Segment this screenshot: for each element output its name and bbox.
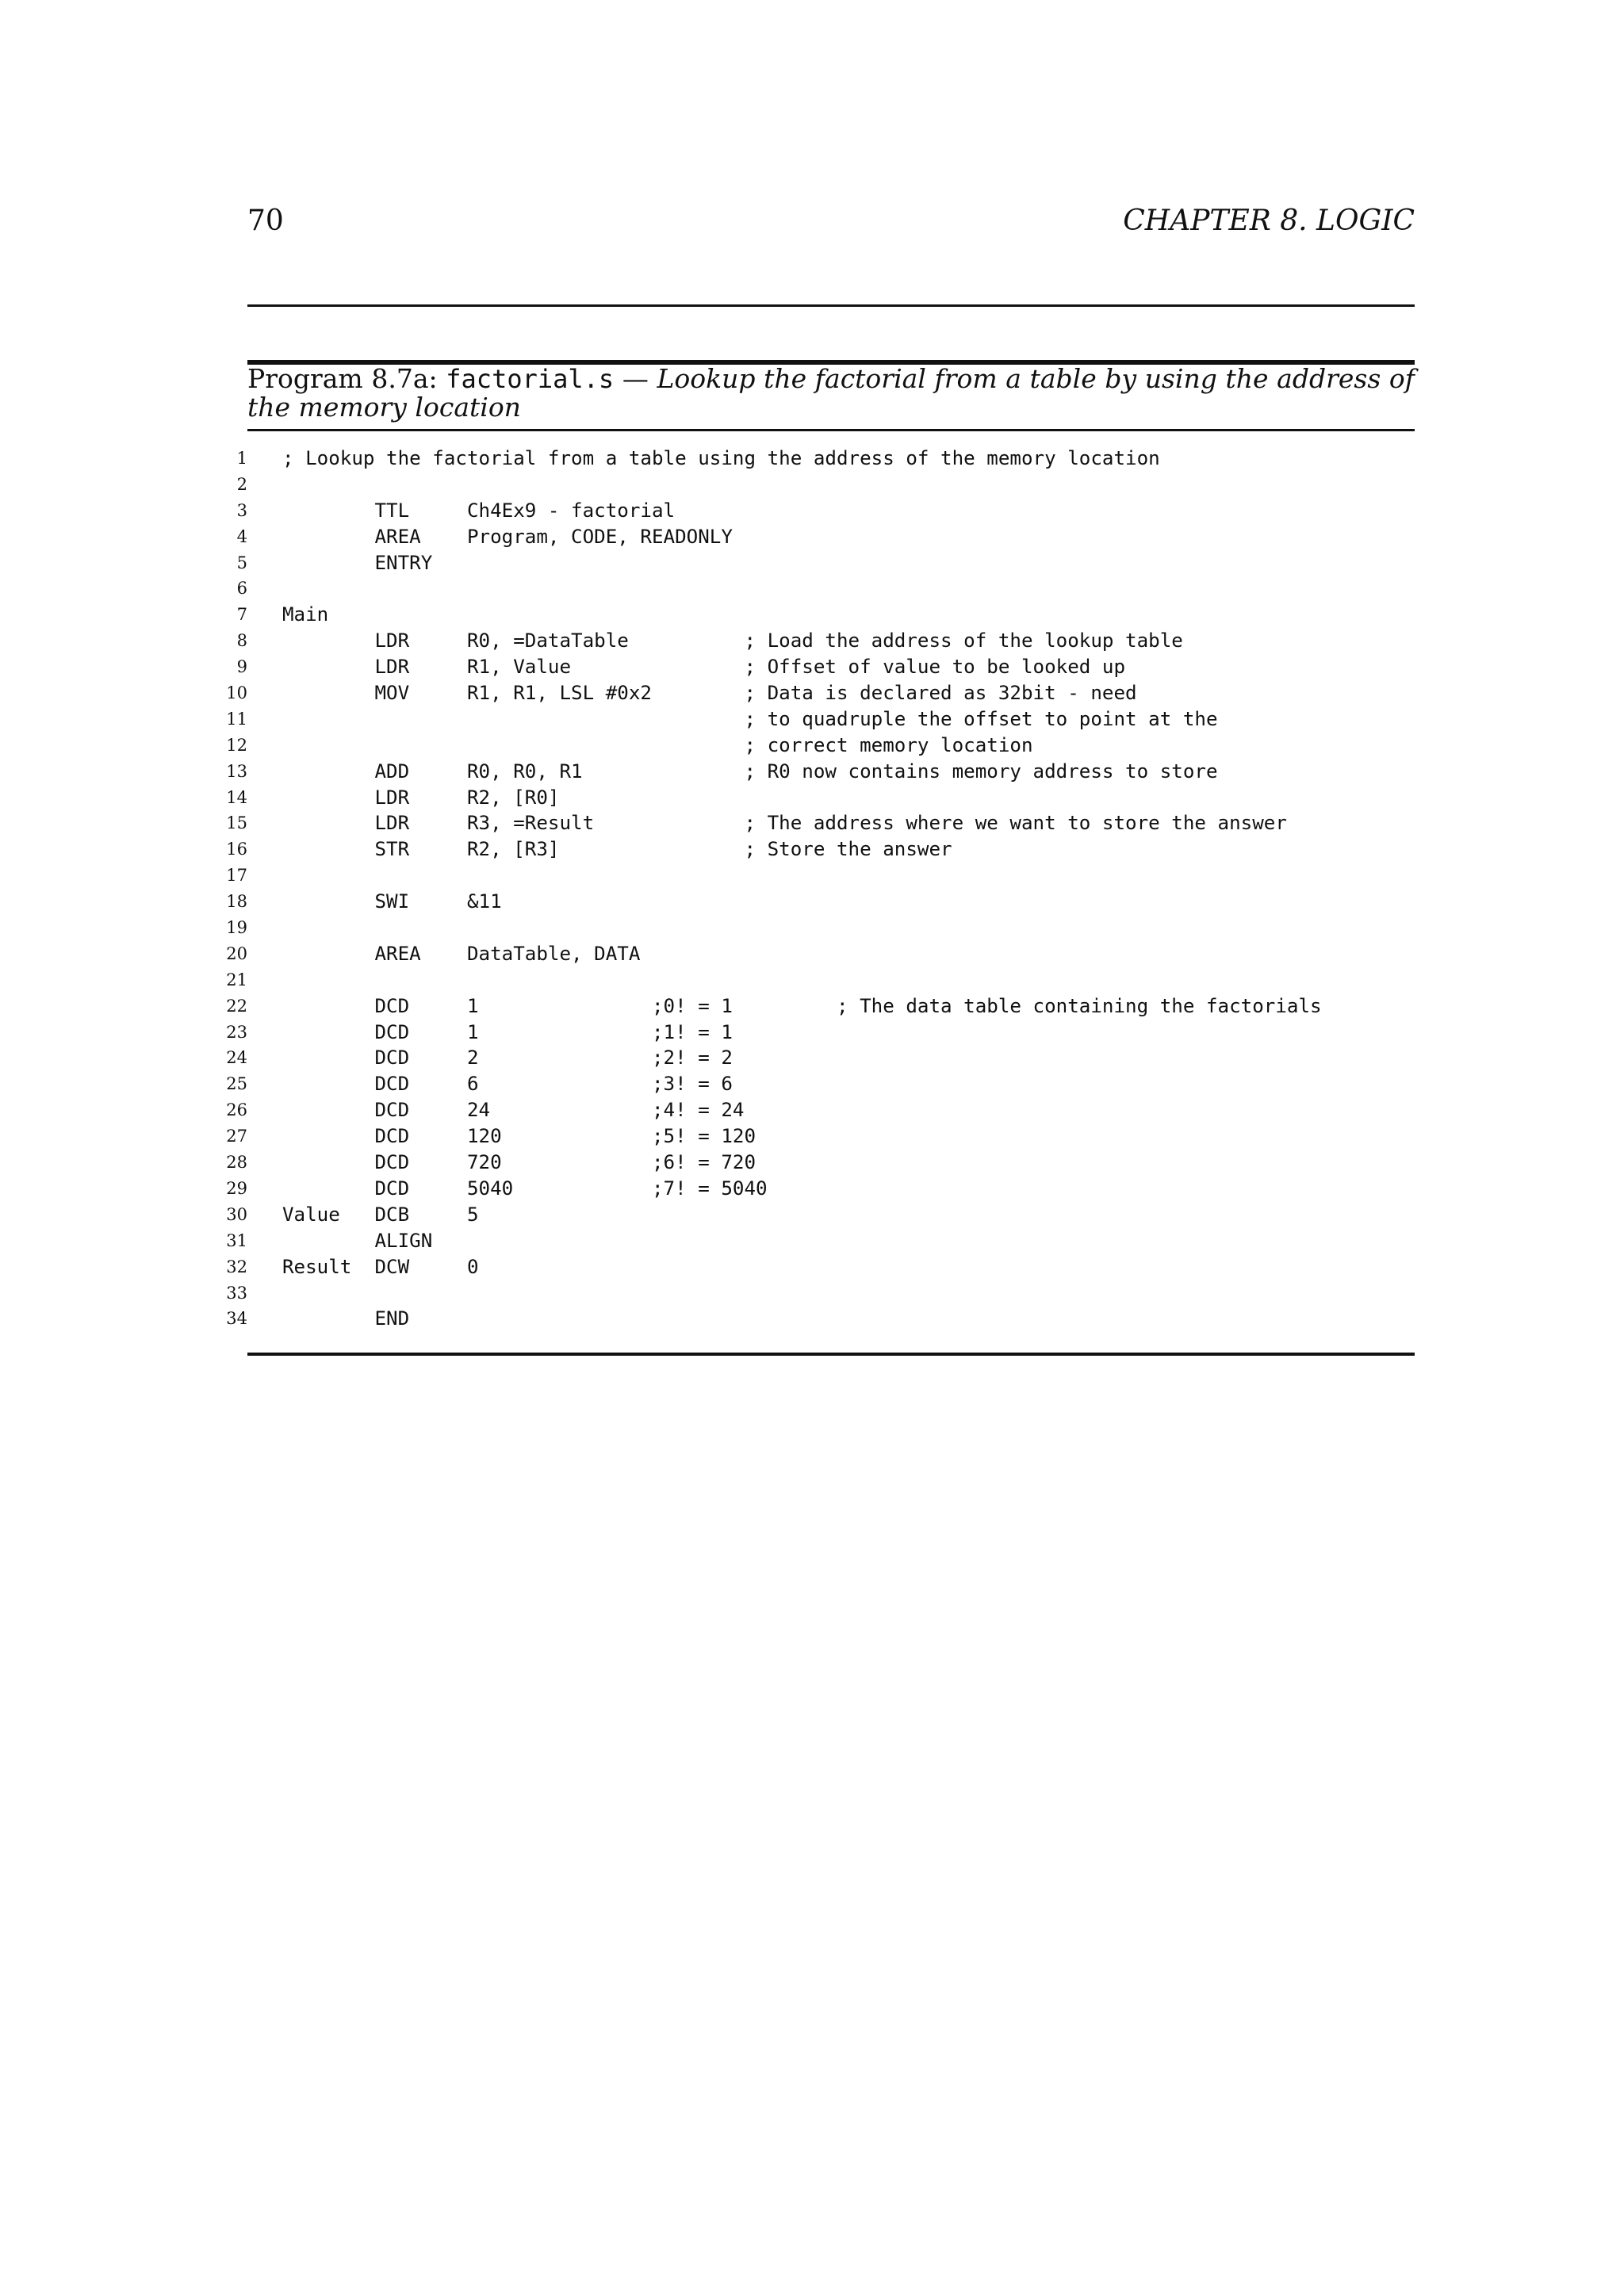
code-line — [222, 1045, 1427, 1071]
code-line — [222, 967, 1427, 993]
code-line — [222, 446, 1427, 472]
code-line — [222, 759, 1427, 785]
line-number: 25 — [226, 1074, 247, 1094]
code-text: LDR R0, =DataTable ; Load the address of the lookup table — [282, 629, 1183, 652]
code-line — [222, 628, 1427, 654]
code-text: STR R2, [R3] ; Store the answer — [282, 838, 952, 861]
code-line — [222, 889, 1427, 915]
line-number: 19 — [226, 918, 247, 938]
code-text: Value DCB 5 — [282, 1203, 479, 1226]
code-line — [222, 836, 1427, 863]
line-number: 32 — [226, 1257, 247, 1276]
line-number: 28 — [226, 1153, 247, 1173]
line-number: 12 — [226, 735, 247, 755]
line-number: 9 — [236, 657, 247, 677]
line-number: 30 — [226, 1204, 247, 1224]
line-number: 24 — [226, 1048, 247, 1068]
line-number: 13 — [226, 761, 247, 781]
line-number: 20 — [226, 943, 247, 963]
code-line — [222, 654, 1427, 680]
line-number: 34 — [226, 1309, 247, 1329]
code-line — [222, 1097, 1427, 1123]
code-text: ALIGN — [282, 1229, 433, 1252]
code-text: TTL Ch4Ex9 - factorial — [282, 499, 676, 522]
caption-label: Program 8.7a: — [247, 363, 438, 394]
code-text: LDR R2, [R0] — [282, 786, 560, 809]
line-number: 1 — [236, 449, 247, 468]
line-number: 26 — [226, 1100, 247, 1120]
running-head: CHAPTER 8. LOGIC — [1123, 205, 1415, 237]
code-line — [222, 1071, 1427, 1097]
code-text: LDR R3, =Result ; The address where we want to store the answer — [282, 812, 1287, 835]
caption-bottom-rule — [247, 429, 1415, 431]
line-number: 14 — [226, 787, 247, 807]
line-number: 17 — [226, 866, 247, 886]
line-number: 4 — [236, 526, 247, 546]
code-text: MOV R1, R1, LSL #0x2 ; Data is declared as 32bit - need — [282, 682, 1137, 705]
code-text: DCD 1 ;0! = 1 ; The data table containing the factorials — [282, 994, 1322, 1017]
code-text: DCD 2 ;2! = 2 — [282, 1047, 733, 1070]
caption-description: Lookup the factorial from a table by using the address of the memory location — [247, 363, 1415, 423]
code-line — [222, 785, 1427, 811]
code-line — [222, 1176, 1427, 1202]
caption-separator: — — [622, 363, 649, 394]
code-text: DCD 5040 ;7! = 5040 — [282, 1177, 768, 1200]
code-line — [222, 498, 1427, 524]
line-number: 2 — [236, 474, 247, 494]
code-line — [222, 1280, 1427, 1307]
line-number: 27 — [226, 1127, 247, 1146]
line-number: 29 — [226, 1178, 247, 1198]
line-number: 21 — [226, 970, 247, 989]
line-number: 3 — [236, 500, 247, 520]
code-line — [222, 680, 1427, 706]
code-text: DCD 720 ;6! = 720 — [282, 1151, 756, 1174]
code-line — [222, 733, 1427, 759]
code-text: ENTRY — [282, 551, 433, 574]
code-text: AREA Program, CODE, READONLY — [282, 525, 733, 548]
code-text: ; correct memory location — [282, 733, 1033, 756]
code-line — [222, 550, 1427, 576]
line-number: 31 — [226, 1230, 247, 1250]
code-text: LDR R1, Value ; Offset of value to be looked up — [282, 656, 1126, 679]
code-line — [222, 1123, 1427, 1150]
code-line — [222, 1020, 1427, 1046]
code-text: DCD 6 ;3! = 6 — [282, 1073, 733, 1096]
code-text: Main — [282, 603, 329, 626]
program-caption — [247, 365, 1415, 421]
line-number: 33 — [226, 1283, 247, 1303]
code-line — [222, 1254, 1427, 1280]
code-line — [222, 810, 1427, 836]
line-number: 10 — [226, 683, 247, 703]
line-number: 22 — [226, 996, 247, 1016]
code-text: SWI &11 — [282, 890, 502, 913]
code-text: ADD R0, R0, R1 ; R0 now contains memory address to store — [282, 760, 1218, 783]
code-line — [222, 863, 1427, 889]
line-number: 15 — [226, 813, 247, 833]
code-line — [222, 602, 1427, 628]
code-text: DCD 24 ;4! = 24 — [282, 1099, 745, 1122]
listing-bottom-rule — [247, 1353, 1415, 1356]
code-text: AREA DataTable, DATA — [282, 942, 641, 965]
code-text: Result DCW 0 — [282, 1255, 479, 1278]
line-number: 5 — [236, 553, 247, 572]
code-line — [222, 706, 1427, 733]
code-line — [222, 576, 1427, 602]
code-line — [222, 941, 1427, 967]
code-line — [222, 993, 1427, 1020]
code-line — [222, 1228, 1427, 1254]
code-listing — [222, 446, 1427, 1332]
page-number: 70 — [247, 205, 284, 237]
line-number: 8 — [236, 631, 247, 651]
code-text: ; to quadruple the offset to point at the — [282, 707, 1218, 730]
line-number: 18 — [226, 892, 247, 912]
code-text: DCD 120 ;5! = 120 — [282, 1125, 756, 1148]
code-line — [222, 1202, 1427, 1228]
code-text: ; Lookup the factorial from a table using the address of the memory location — [282, 447, 1160, 469]
line-number: 16 — [226, 840, 247, 859]
code-text: DCD 1 ;1! = 1 — [282, 1020, 733, 1043]
header-rule — [247, 304, 1415, 307]
code-line — [222, 915, 1427, 941]
line-number: 6 — [236, 579, 247, 599]
line-number: 7 — [236, 605, 247, 625]
line-number: 11 — [226, 709, 247, 729]
caption-filename: factorial.s — [446, 364, 615, 394]
code-line — [222, 472, 1427, 498]
code-line — [222, 1150, 1427, 1176]
code-line — [222, 524, 1427, 550]
code-text: END — [282, 1307, 410, 1330]
code-line — [222, 1306, 1427, 1332]
line-number: 23 — [226, 1022, 247, 1042]
